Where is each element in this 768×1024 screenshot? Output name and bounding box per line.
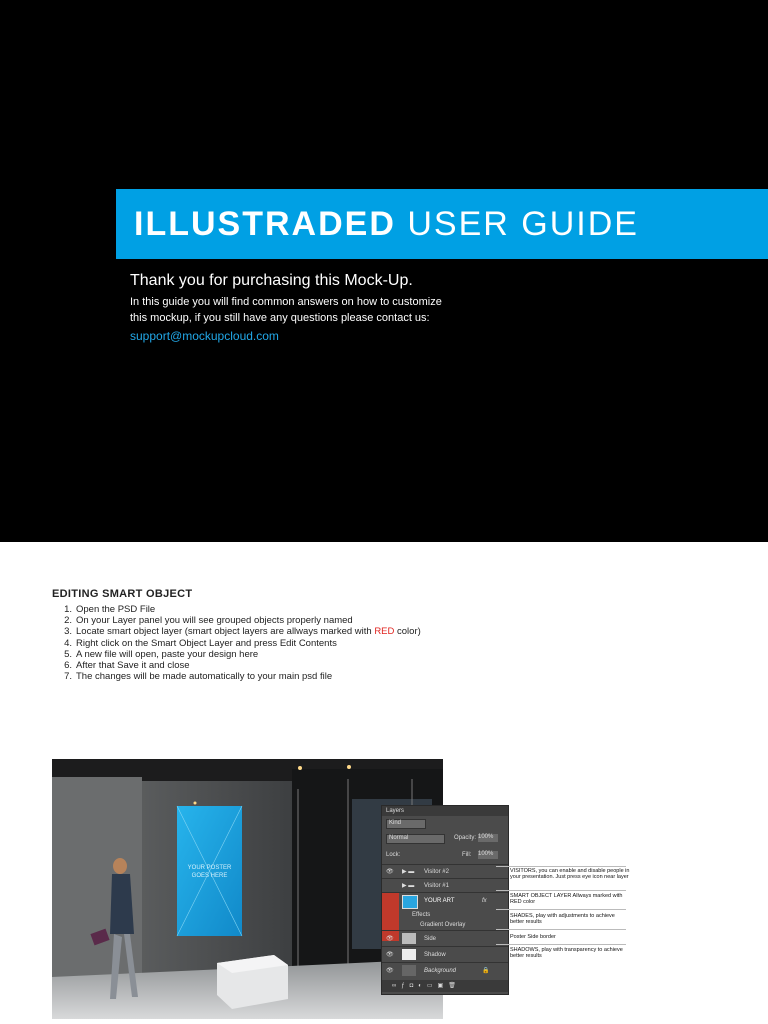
poster-line2: GOES HERE	[191, 873, 228, 879]
annotation-shades: SHADES, play with adjustments to achieve better results	[510, 913, 615, 926]
step-text: Right click on the Smart Object Layer and press Edit Contents	[76, 637, 337, 649]
folder-icon: ▶ ▬	[402, 869, 415, 875]
layer-name: Visitor #2	[424, 869, 449, 875]
step-text: Open the PSD File	[76, 604, 156, 615]
folder-icon: ▶ ▬	[402, 883, 415, 889]
red-word: RED	[374, 626, 395, 638]
step-text: color)	[394, 626, 421, 638]
opacity-label: Opacity:	[454, 835, 477, 841]
step-item	[52, 615, 421, 626]
layer-row[interactable]	[382, 946, 508, 963]
thanks-text: Thank you for purchasing this Mock-Up.	[130, 272, 413, 289]
step-item	[52, 671, 421, 682]
fill-field[interactable]: 100%	[478, 851, 498, 859]
intro-text: In this guide you will find common answers on how to customize this mockup, if you still have any questions please contact us:	[130, 296, 442, 324]
opacity-field[interactable]: 100%	[478, 834, 498, 842]
layer-name: YOUR ART	[424, 898, 455, 904]
poster-line1: YOUR POSTER	[187, 865, 232, 871]
step-item	[52, 660, 421, 671]
blend-mode-select[interactable]: Normal	[386, 834, 445, 844]
guide-title	[134, 189, 639, 259]
step-item	[52, 626, 421, 637]
step-item	[52, 649, 421, 660]
annotation-side: Poster Side border	[510, 934, 556, 940]
step-text: A new file will open, paste your design here	[76, 648, 259, 660]
filter-select[interactable]: Kind	[386, 819, 426, 829]
layer-thumbnail	[402, 895, 418, 909]
step-number: 2.	[64, 615, 72, 627]
step-number: 1.	[64, 604, 72, 615]
step-text: The changes will be made automatically to your main psd file	[76, 671, 333, 683]
layer-name: Background	[424, 968, 457, 974]
step-text: On your Layer panel you will see grouped objects properly named	[76, 615, 353, 627]
lock-row	[382, 850, 508, 860]
layer-name: Side	[424, 936, 437, 942]
lock-label: Lock:	[386, 852, 401, 858]
eye-icon[interactable]: 👁	[386, 952, 394, 958]
section-title: EDITING SMART OBJECT	[52, 588, 193, 600]
layer-name: Visitor #1	[424, 883, 449, 889]
step-item	[52, 638, 421, 649]
layer-thumbnail	[402, 965, 416, 976]
annotation-line	[496, 929, 626, 930]
step-number: 5.	[64, 648, 72, 660]
blend-row	[382, 833, 508, 843]
layers-panel	[381, 805, 509, 995]
annotation-shadows: SHADOWS, play with transparency to achieve better results	[510, 947, 623, 960]
layer-name: Shadow	[424, 952, 446, 958]
title-bold: ILLUSTRADED	[134, 205, 396, 243]
steps-list	[52, 604, 421, 682]
lock-icon: 🔒	[482, 968, 490, 974]
effects-row	[382, 910, 508, 920]
annotation-line	[496, 909, 626, 910]
effect-name: Gradient Overlay	[420, 922, 466, 928]
effects-label: Effects	[412, 912, 431, 918]
eye-icon[interactable]: 👁	[386, 869, 394, 875]
layer-thumbnail	[402, 933, 416, 944]
smart-object-layer[interactable]	[382, 892, 508, 911]
filter-row	[382, 818, 508, 828]
step-number: 6.	[64, 660, 72, 672]
title-banner	[116, 189, 768, 259]
layer-row[interactable]	[382, 878, 508, 893]
layers-panel-title: Layers	[386, 808, 405, 814]
layer-row[interactable]	[382, 930, 508, 947]
fx-icon: fx	[482, 898, 487, 904]
layers-panel-header	[382, 806, 508, 816]
title-light: USER GUIDE	[407, 205, 639, 243]
eye-icon[interactable]: 👁	[386, 968, 394, 974]
step-text: Locate smart object layer (smart object layers are allways marked with	[76, 626, 375, 638]
step-number: 7.	[64, 671, 72, 683]
annotation-line	[496, 890, 626, 891]
fill-label: Fill:	[462, 852, 472, 858]
effect-row	[382, 920, 508, 930]
annotation-visitors: VISITORS, you can enable and disable people in your presentation. Just press eye icon near layer	[510, 868, 630, 881]
layers-footer	[382, 980, 508, 992]
eye-icon[interactable]: 👁	[386, 936, 394, 942]
step-number: 4.	[64, 637, 72, 649]
annotation-line	[496, 944, 626, 945]
annotation-smart-object: SMART OBJECT LAYER Allways marked with RED color	[510, 893, 623, 906]
annotation-line	[496, 866, 626, 867]
layer-row[interactable]	[382, 962, 508, 979]
layer-thumbnail	[402, 949, 416, 960]
step-text: After that Save it and close	[76, 660, 190, 672]
footer-icons[interactable]: ∞ƒ◘◐▭▣🗑	[392, 983, 461, 989]
step-number: 3.	[64, 626, 72, 638]
step-item	[52, 604, 421, 615]
layer-row[interactable]	[382, 864, 508, 879]
support-email-link[interactable]: support@mockupcloud.com	[130, 329, 279, 343]
